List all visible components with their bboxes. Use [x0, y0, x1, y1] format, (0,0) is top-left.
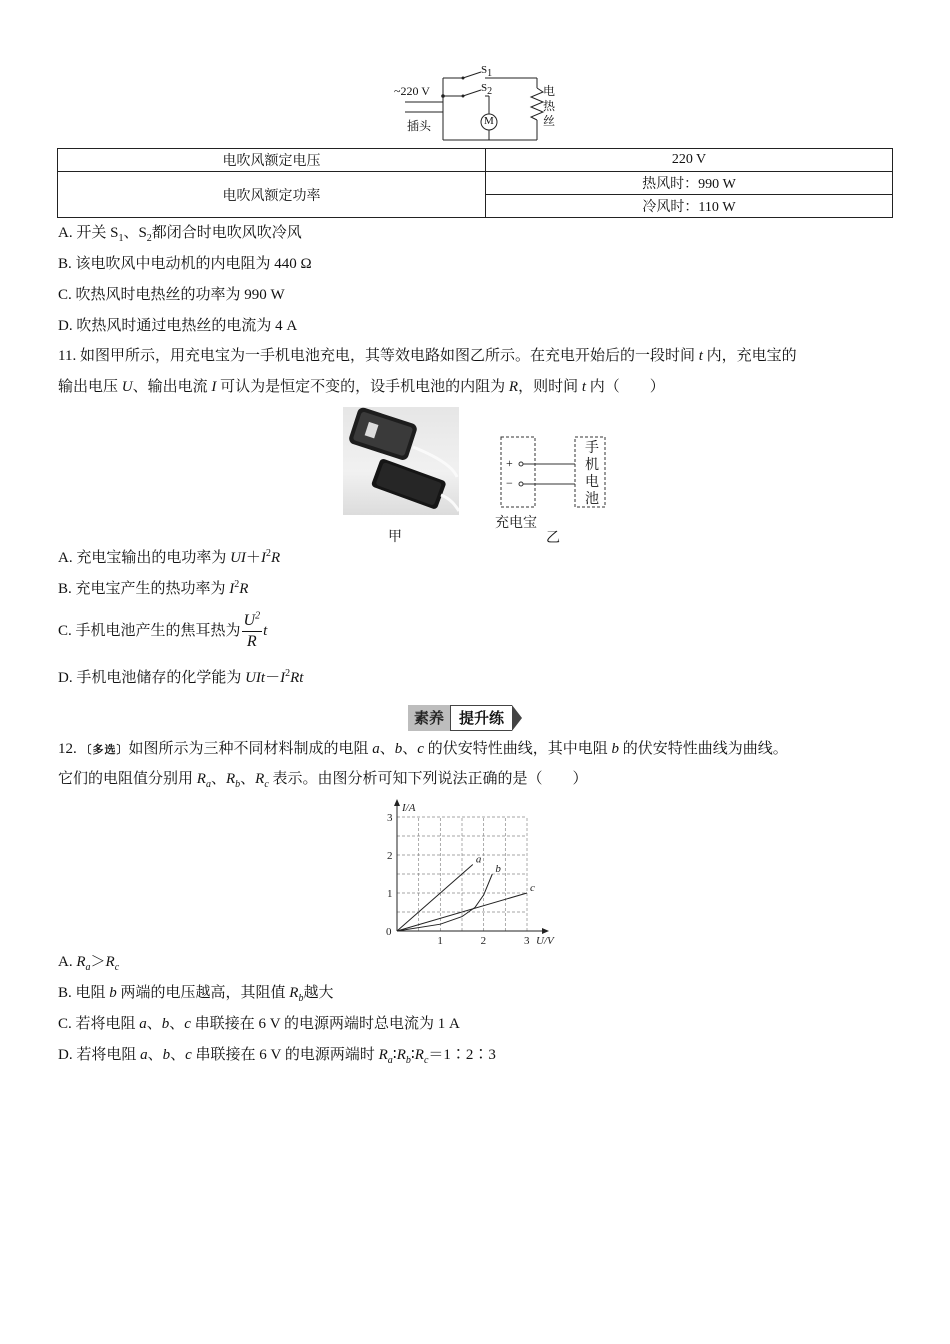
plus-terminal: + [506, 456, 513, 470]
heater-label: 电 热 丝 [543, 84, 556, 128]
table-row [58, 172, 893, 195]
switch-s1-label: $S_1$ [481, 64, 493, 80]
y-tick-label: 2 [387, 850, 393, 862]
y-axis-label: I/A [402, 802, 416, 814]
phone-and-powerbank-image [343, 407, 459, 515]
x-axis-label: U/V [536, 935, 554, 947]
q11-option-d: D. 手机电池储存的化学能为 $UIt-I^2Rt$ [58, 668, 304, 686]
x-axis-arrow-icon [542, 928, 549, 934]
multi-select-tag: 〔多选〕 [80, 743, 129, 756]
plug-label: 插头 [407, 119, 432, 133]
table-row [58, 149, 893, 172]
q11-option-c: C. 手机电池产生的焦耳热为 $\frac{U^2}{R}$ t [58, 610, 268, 651]
table-cell: 220 V [486, 149, 893, 172]
series-b-label: b [495, 863, 501, 875]
q11-option-b: B. 充电宝产生的热功率为 $I^2R$ [58, 579, 249, 597]
table-cell: 电吹风额定功率 [58, 172, 486, 218]
x-tick-label: 2 [480, 935, 487, 947]
switch-s2-label: $S_2$ [481, 82, 493, 98]
q10-option-d: D. 吹热风时通过电热丝的电流为 4 A [58, 318, 298, 334]
q10-option-b: B. 该电吹风中电动机的内电阻为 440 Ω [58, 256, 312, 272]
y-tick-label: 1 [387, 888, 393, 900]
q12-option-a: A. $R_a>R_c$ [58, 954, 120, 973]
figure-yi-caption: 乙 [546, 531, 560, 546]
fraction: $\frac{U^2}{R}$ [243, 610, 261, 651]
motor-label: M [484, 115, 494, 127]
origin-label: 0 [386, 926, 392, 938]
series-b-curve [397, 874, 492, 931]
phone-charging-photo [343, 407, 459, 515]
powerbank-label: 充电宝 [495, 516, 537, 531]
q10-option-a: A. 开关 $S_1$、$S_2$都闭合时电吹风吹冷风 [58, 225, 302, 244]
x-tick-label: 1 [437, 935, 443, 947]
figure-jia-caption: 甲 [388, 530, 402, 545]
table-cell: 热风时：990 W [486, 172, 893, 195]
q12-option-c: C. 若将电阻 a、b、c 串联接在 6 V 的电源两端时总电流为 1 A [58, 1016, 460, 1032]
series-a-curve [397, 865, 473, 932]
x-tick-label: 3 [524, 935, 530, 947]
badge-arrow-icon [512, 705, 522, 731]
y-tick-label: 3 [387, 812, 393, 824]
q12-stem-line1: 12. 〔多选〕如图所示为三种不同材料制成的电阻 a、b、c 的伏安特性曲线，其中电阻 b 的伏安特性曲线为曲线。 [58, 741, 788, 757]
table-cell: 电吹风额定电压 [58, 149, 486, 172]
badge-right: 提升练 [450, 705, 512, 731]
phone-battery-label: 手 机 电 池 [585, 441, 599, 507]
q12-option-d: D. 若将电阻 a、b、c 串联接在 6 V 的电源两端时 $R_a∶R_b∶R_c=1∶2∶3$ [58, 1047, 496, 1066]
q10-option-c: C. 吹热风时电热丝的功率为 990 W [58, 287, 285, 303]
series-a-label: a [475, 853, 482, 866]
series-c-label: c [530, 882, 535, 894]
y-axis-arrow-icon [394, 799, 400, 806]
source-voltage-label: ~220 V [394, 84, 430, 98]
badge-left: 素养 [408, 705, 450, 731]
q12-option-b: B. 电阻 b 两端的电压越高，其阻值 $R_b$越大 [58, 985, 334, 1004]
section-badge [408, 705, 522, 731]
iv-characteristic-chart [370, 795, 570, 955]
rated-spec-table [57, 148, 893, 218]
q11-option-a: A. 充电宝输出的电功率为 $UI+I^2R$ [58, 548, 281, 566]
q12-stem-line2: 它们的电阻值分别用 $R_a$、$R_b$、$R_c$ 表示。由图分析可知下列说法正确的是（ ） [58, 771, 588, 790]
table-cell: 冷风时：110 W [486, 195, 893, 218]
q11-stem-line2: 输出电压 U、输出电流 I 可认为是恒定不变的，设手机电池的内阻为 R，则时间 t 内（ ） [58, 379, 665, 395]
minus-terminal: − [506, 476, 513, 490]
q11-stem-line1: 11. 如图甲所示，用充电宝为一手机电池充电，其等效电路如图乙所示。在充电开始后的一段时间 t 内，充电宝的 [58, 348, 797, 364]
